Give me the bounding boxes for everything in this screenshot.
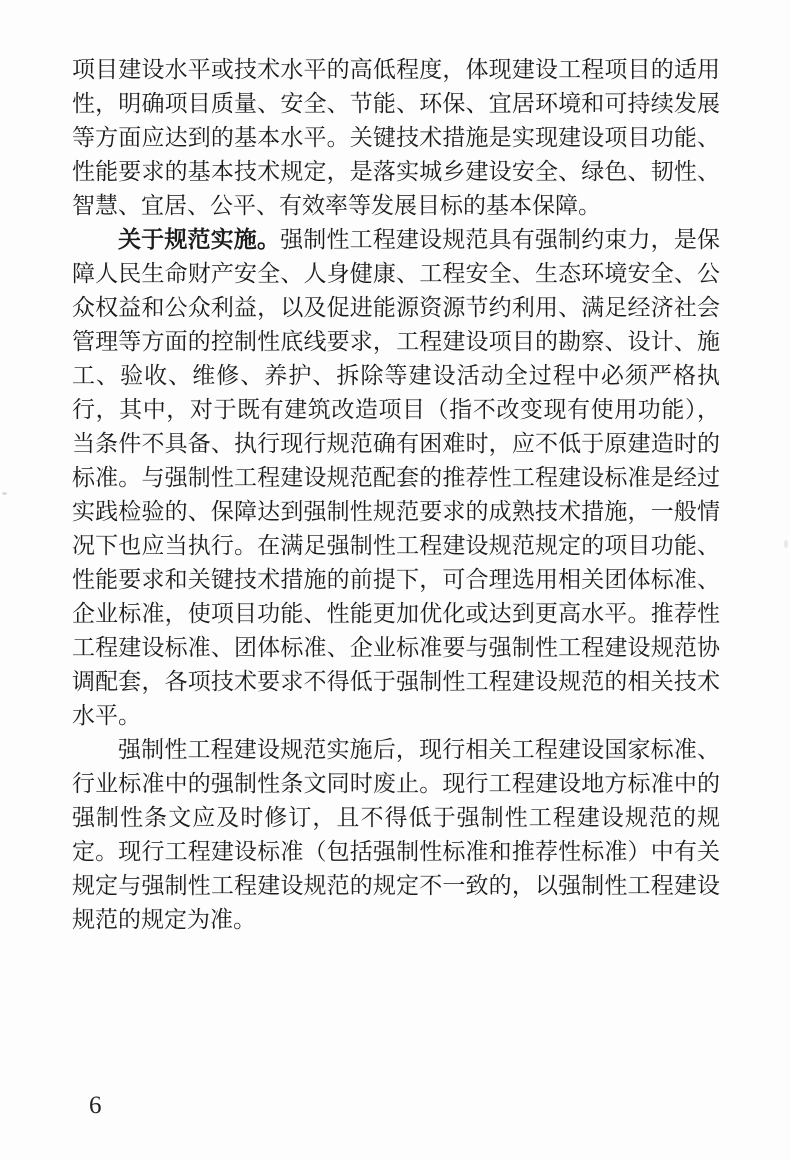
paragraph-text: 强制性工程建设规范具有强制约束力，是保障人民生命财产安全、人身健康、工程安全、生态环境安全、公众权益和公众利益，以及促进能源资源节约利用、满足经济社会管理等方面的控制性底线要求，工程建设项目的勘察、设计、施工、验收、维修、养护、拆除等建设活动全过程中必须严格执行，其中，对于既有建筑改造项目（指不改变现有使用功能），当条件不具备、执行现行规范确有困难时，应不低于原建造时的标准。与强制性工程建设规范配套的推荐性工程建设标准是经过实践检验的、保障达到强制性规范要求的成熟技术措施，一般情况下也应当执行。在满足强制性工程建设规范规定的项目功能、性能要求和关键技术措施的前提下，可合理选用相关团体标准、企业标准，使项目功能、性能更加优化或达到更高水平。推荐性工程建设标准、团体标准、企业标准要与强制性工程建设规范协调配套，各项技术要求不得低于强制性工程建设规范的相关技术水平。 [72, 227, 721, 728]
scan-artifact [784, 540, 788, 548]
scan-artifact [2, 492, 7, 495]
paragraph-lead-bold: 关于规范实施。 [118, 227, 281, 252]
paragraph-text: 项目建设水平或技术水平的高低程度，体现建设工程项目的适用性，明确项目质量、安全、节能、环保、宜居环境和可持续发展等方面应达到的基本水平。关键技术措施是实现建设项目功能、性能要求的基本技术规定，是落实城乡建设安全、绿色、韧性、智慧、宜居、公平、有效率等发展目标的基本保障。 [72, 57, 720, 218]
paragraph [72, 53, 720, 223]
text-block [72, 53, 720, 937]
paragraph-text: 强制性工程建设规范实施后，现行相关工程建设国家标准、行业标准中的强制性条文同时废止。现行工程建设地方标准中的强制性条文应及时修订，且不得低于强制性工程建设规范的规定。现行工程建设标准（包括强制性标准和推荐性标准）中有关规定与强制性工程建设规范的规定不一致的，以强制性工程建设规范的规定为准。 [72, 737, 720, 932]
page-number: 6 [89, 1092, 102, 1119]
paragraph [72, 223, 720, 733]
paragraph [72, 733, 720, 937]
